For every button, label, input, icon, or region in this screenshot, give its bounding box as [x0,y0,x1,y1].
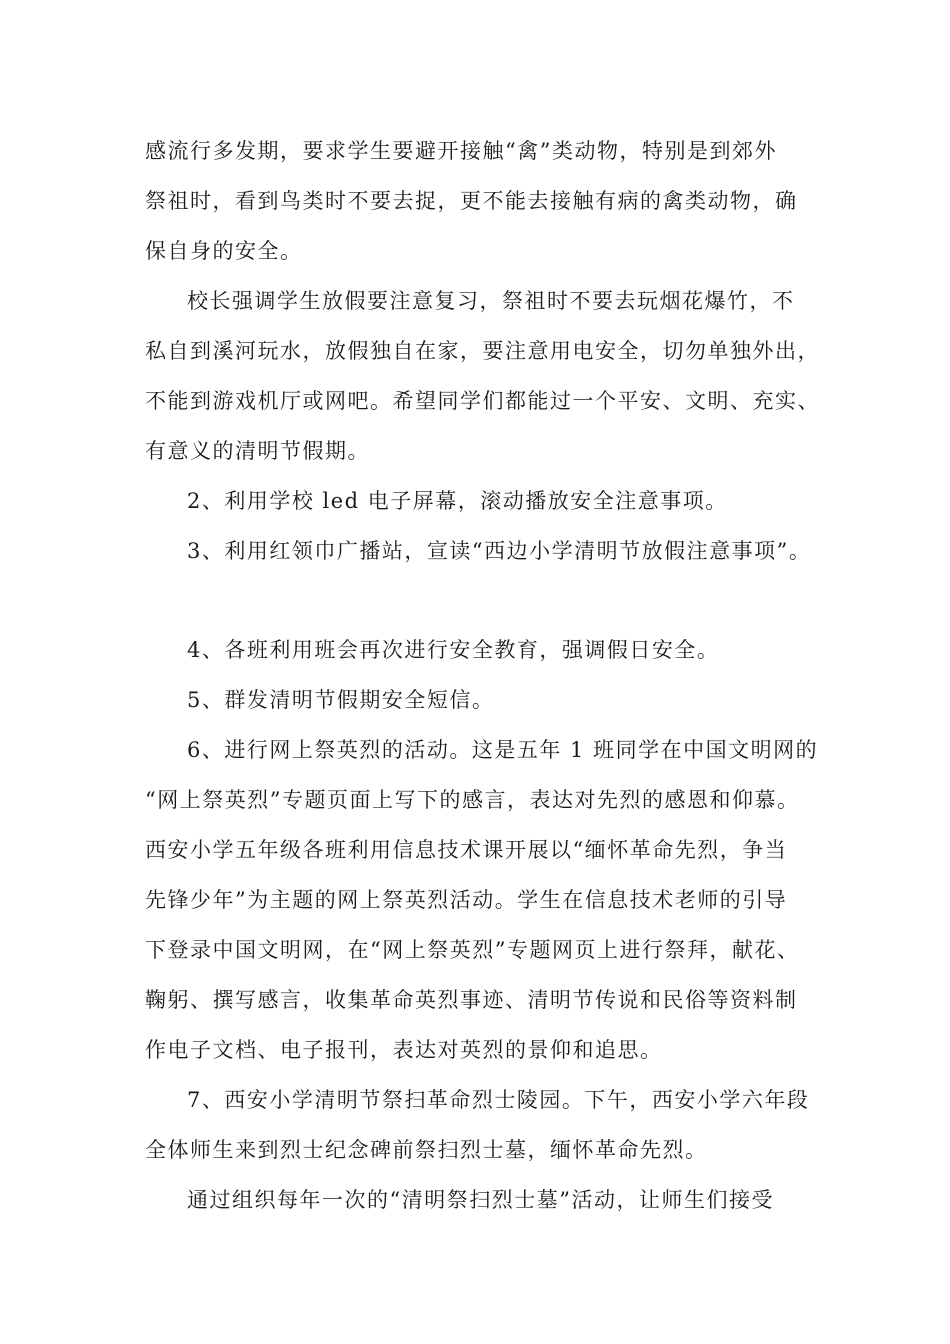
text-line: 先锋少年”为主题的网上祭英烈活动。学生在信息技术老师的引导 [145,888,788,912]
text-line: 祭祖时，看到鸟类时不要去捉，更不能去接触有病的禽类动物，确 [145,189,798,213]
text-line: 下登录中国文明网，在“网上祭英烈”专题网页上进行祭拜，献花、 [145,938,800,962]
text-line: 鞠躬、撰写感言，收集革命英烈事迹、清明节传说和民俗等资料制 [145,988,798,1012]
text-line: 全体师生来到烈士纪念碑前祭扫烈士墓，缅怀革命先烈。 [145,1138,708,1162]
text-line: “网上祭英烈”专题页面上写下的感言，表达对先烈的感恩和仰慕。 [145,788,800,812]
list-item-7: 7、西安小学清明节祭扫革命烈士陵园。下午，西安小学六年段 [187,1088,810,1112]
list-item-3: 3、利用红领巾广播站，宣读“西边小学清明节放假注意事项”。 [187,539,812,563]
text-line: 私自到溪河玩水，放假独自在家，要注意用电安全，切勿单独外出， [145,339,820,363]
paragraph-start-line: 校长强调学生放假要注意复习，祭祖时不要去玩烟花爆竹，不 [187,289,795,313]
list-item-6: 6、进行网上祭英烈的活动。这是五年 1 班同学在中国文明网的 [187,738,819,762]
paragraph-start-line: 通过组织每年一次的“清明祭扫烈士墓”活动，让师生们接受 [187,1188,774,1212]
text-line: 西安小学五年级各班利用信息技术课开展以“缅怀革命先烈，争当 [145,838,788,862]
text-line: 感流行多发期，要求学生要避开接触“禽”类动物，特别是到郊外 [145,139,777,163]
text-line: 作电子文档、电子报刊，表达对英烈的景仰和追思。 [145,1038,663,1062]
text-line: 保自身的安全。 [145,239,303,263]
list-item-5: 5、群发清明节假期安全短信。 [187,688,495,712]
list-item-2: 2、利用学校 led 电子屏幕，滚动播放安全注意事项。 [187,489,728,513]
list-item-4: 4、各班利用班会再次进行安全教育，强调假日安全。 [187,638,720,662]
text-line: 有意义的清明节假期。 [145,439,370,463]
text-line: 不能到游戏机厅或网吧。希望同学们都能过一个平安、文明、充实、 [145,389,820,413]
